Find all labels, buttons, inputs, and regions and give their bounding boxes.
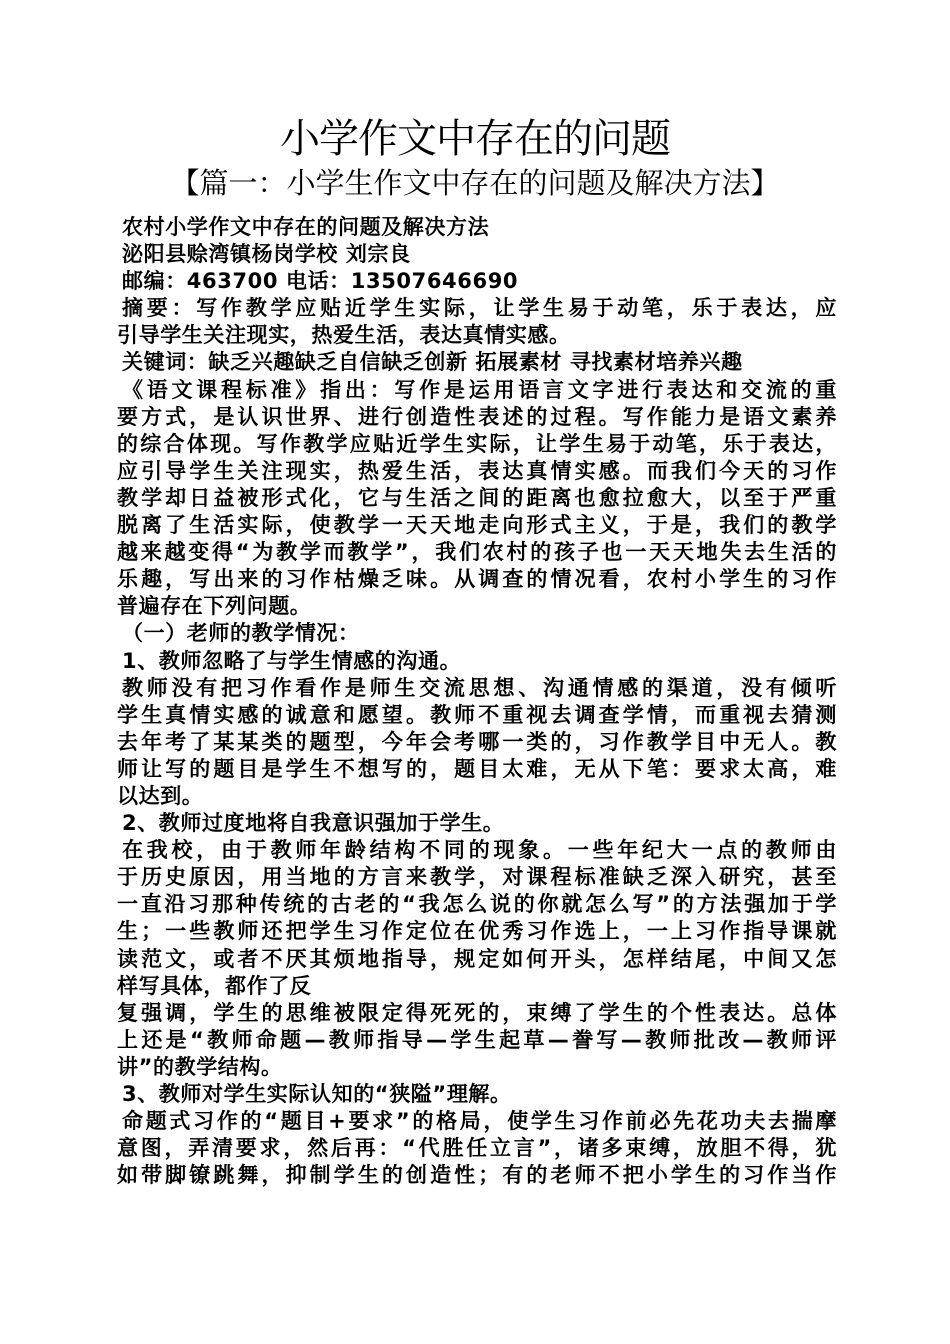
text-line: 泌阳县赊湾镇杨岗学校 刘宗良 <box>122 242 411 267</box>
text-line: 脱离了生活实际，使教学一天天地走向形式主义，于是，我们的教学 <box>117 513 837 538</box>
text-line: 普遍存在下列问题。 <box>117 594 312 619</box>
text-line: 《语文课程标准》指出：写作是运用语言文字进行表达和交流的重 <box>122 377 837 402</box>
document-body <box>117 214 837 1189</box>
text-line: 生；一些教师还把学生习作定位在优秀习作选上，一上习作指导课就 <box>117 919 837 944</box>
text-line: 师让写的题目是学生不想写的，题目太难，无从下笔：要求太高，难 <box>117 756 837 781</box>
text-line: 如带脚镣跳舞，抑制学生的创造性；有的老师不把小学生的习作当作 <box>117 1163 837 1188</box>
text-line: 越来越变得“为教学而教学”，我们农村的孩子也一天天地失去生活的 <box>117 540 837 565</box>
document-title: 小学作文中存在的问题 <box>280 116 670 162</box>
text-line: 引导学生关注现实，热爱生活，表达真情实感。 <box>117 323 571 348</box>
text-line: 3、教师对学生实际认知的“狭隘”理解。 <box>122 1082 512 1106</box>
text-line: 意图，弄清要求，然后再：“代胜任立言”，诸多束缚，放胆不得，犹 <box>117 1136 837 1161</box>
text-line: 样写具体，都作了反 <box>117 973 312 998</box>
text-line: 2、教师过度地将自我意识强加于学生。 <box>122 811 505 836</box>
text-line: 的综合体现。写作教学应贴近学生实际，让学生易于动笔，乐于表达， <box>117 431 837 456</box>
text-line: 邮编：463700 电话：13507646690 <box>122 269 519 294</box>
text-line: 1、教师忽略了与学生情感的沟通。 <box>122 648 462 673</box>
text-line: 以达到。 <box>117 783 204 808</box>
text-line: 命题式习作的“题目+要求”的格局，使学生习作前必先花功夫去揣摩 <box>122 1109 837 1134</box>
text-line: 去年考了某某类的题型，今年会考哪一类的，习作教学目中无人。教 <box>117 729 837 754</box>
text-line: 应引导学生关注现实，热爱生活，表达真情实感。而我们今天的习作 <box>117 458 837 483</box>
document-subtitle: 【篇一：小学生作文中存在的问题及解决方法】 <box>170 166 780 200</box>
text-line: 一直沿习那种传统的古老的“我怎么说的你就怎么写”的方法强加于学 <box>117 892 837 917</box>
text-line: 关键词：缺乏兴趣缺乏自信缺乏创新 拓展素材 寻找素材培养兴趣 <box>122 350 743 375</box>
text-line: 复强调，学生的思维被限定得死死的，束缚了学生的个性表达。总体 <box>117 1000 837 1025</box>
text-line: 教师没有把习作看作是师生交流思想、沟通情感的渠道，没有倾听 <box>122 675 837 700</box>
text-line: 教学却日益被形式化，它与生活之间的距离也愈拉愈大，以至于严重 <box>117 485 837 510</box>
text-line: 读范文，或者不厌其烦地指导，规定如何开头，怎样结尾，中间又怎 <box>117 946 837 971</box>
text-line: 在我校，由于教师年龄结构不同的现象。一些年纪大一点的教师由 <box>122 838 837 863</box>
text-line: （一）老师的教学情况： <box>122 621 360 646</box>
text-line: 农村小学作文中存在的问题及解决方法 <box>122 215 490 239</box>
text-line: 摘要：写作教学应贴近学生实际，让学生易于动笔，乐于表达，应 <box>122 296 837 321</box>
text-line: 乐趣，写出来的习作枯燥乏味。从调查的情况看，农村小学生的习作 <box>117 567 837 592</box>
text-line: 要方式，是认识世界、进行创造性表述的过程。写作能力是语文素养 <box>117 404 837 429</box>
text-line: 学生真情实感的诚意和愿望。教师不重视去调查学情，而重视去猜测 <box>117 702 837 727</box>
text-line: 讲”的教学结构。 <box>117 1054 283 1079</box>
text-line: 上还是“教师命题—教师指导—学生起草—誊写—教师批改—教师评 <box>117 1027 837 1052</box>
text-line: 于历史原因，用当地的方言来教学，对课程标准缺乏深入研究，甚至 <box>117 865 837 890</box>
